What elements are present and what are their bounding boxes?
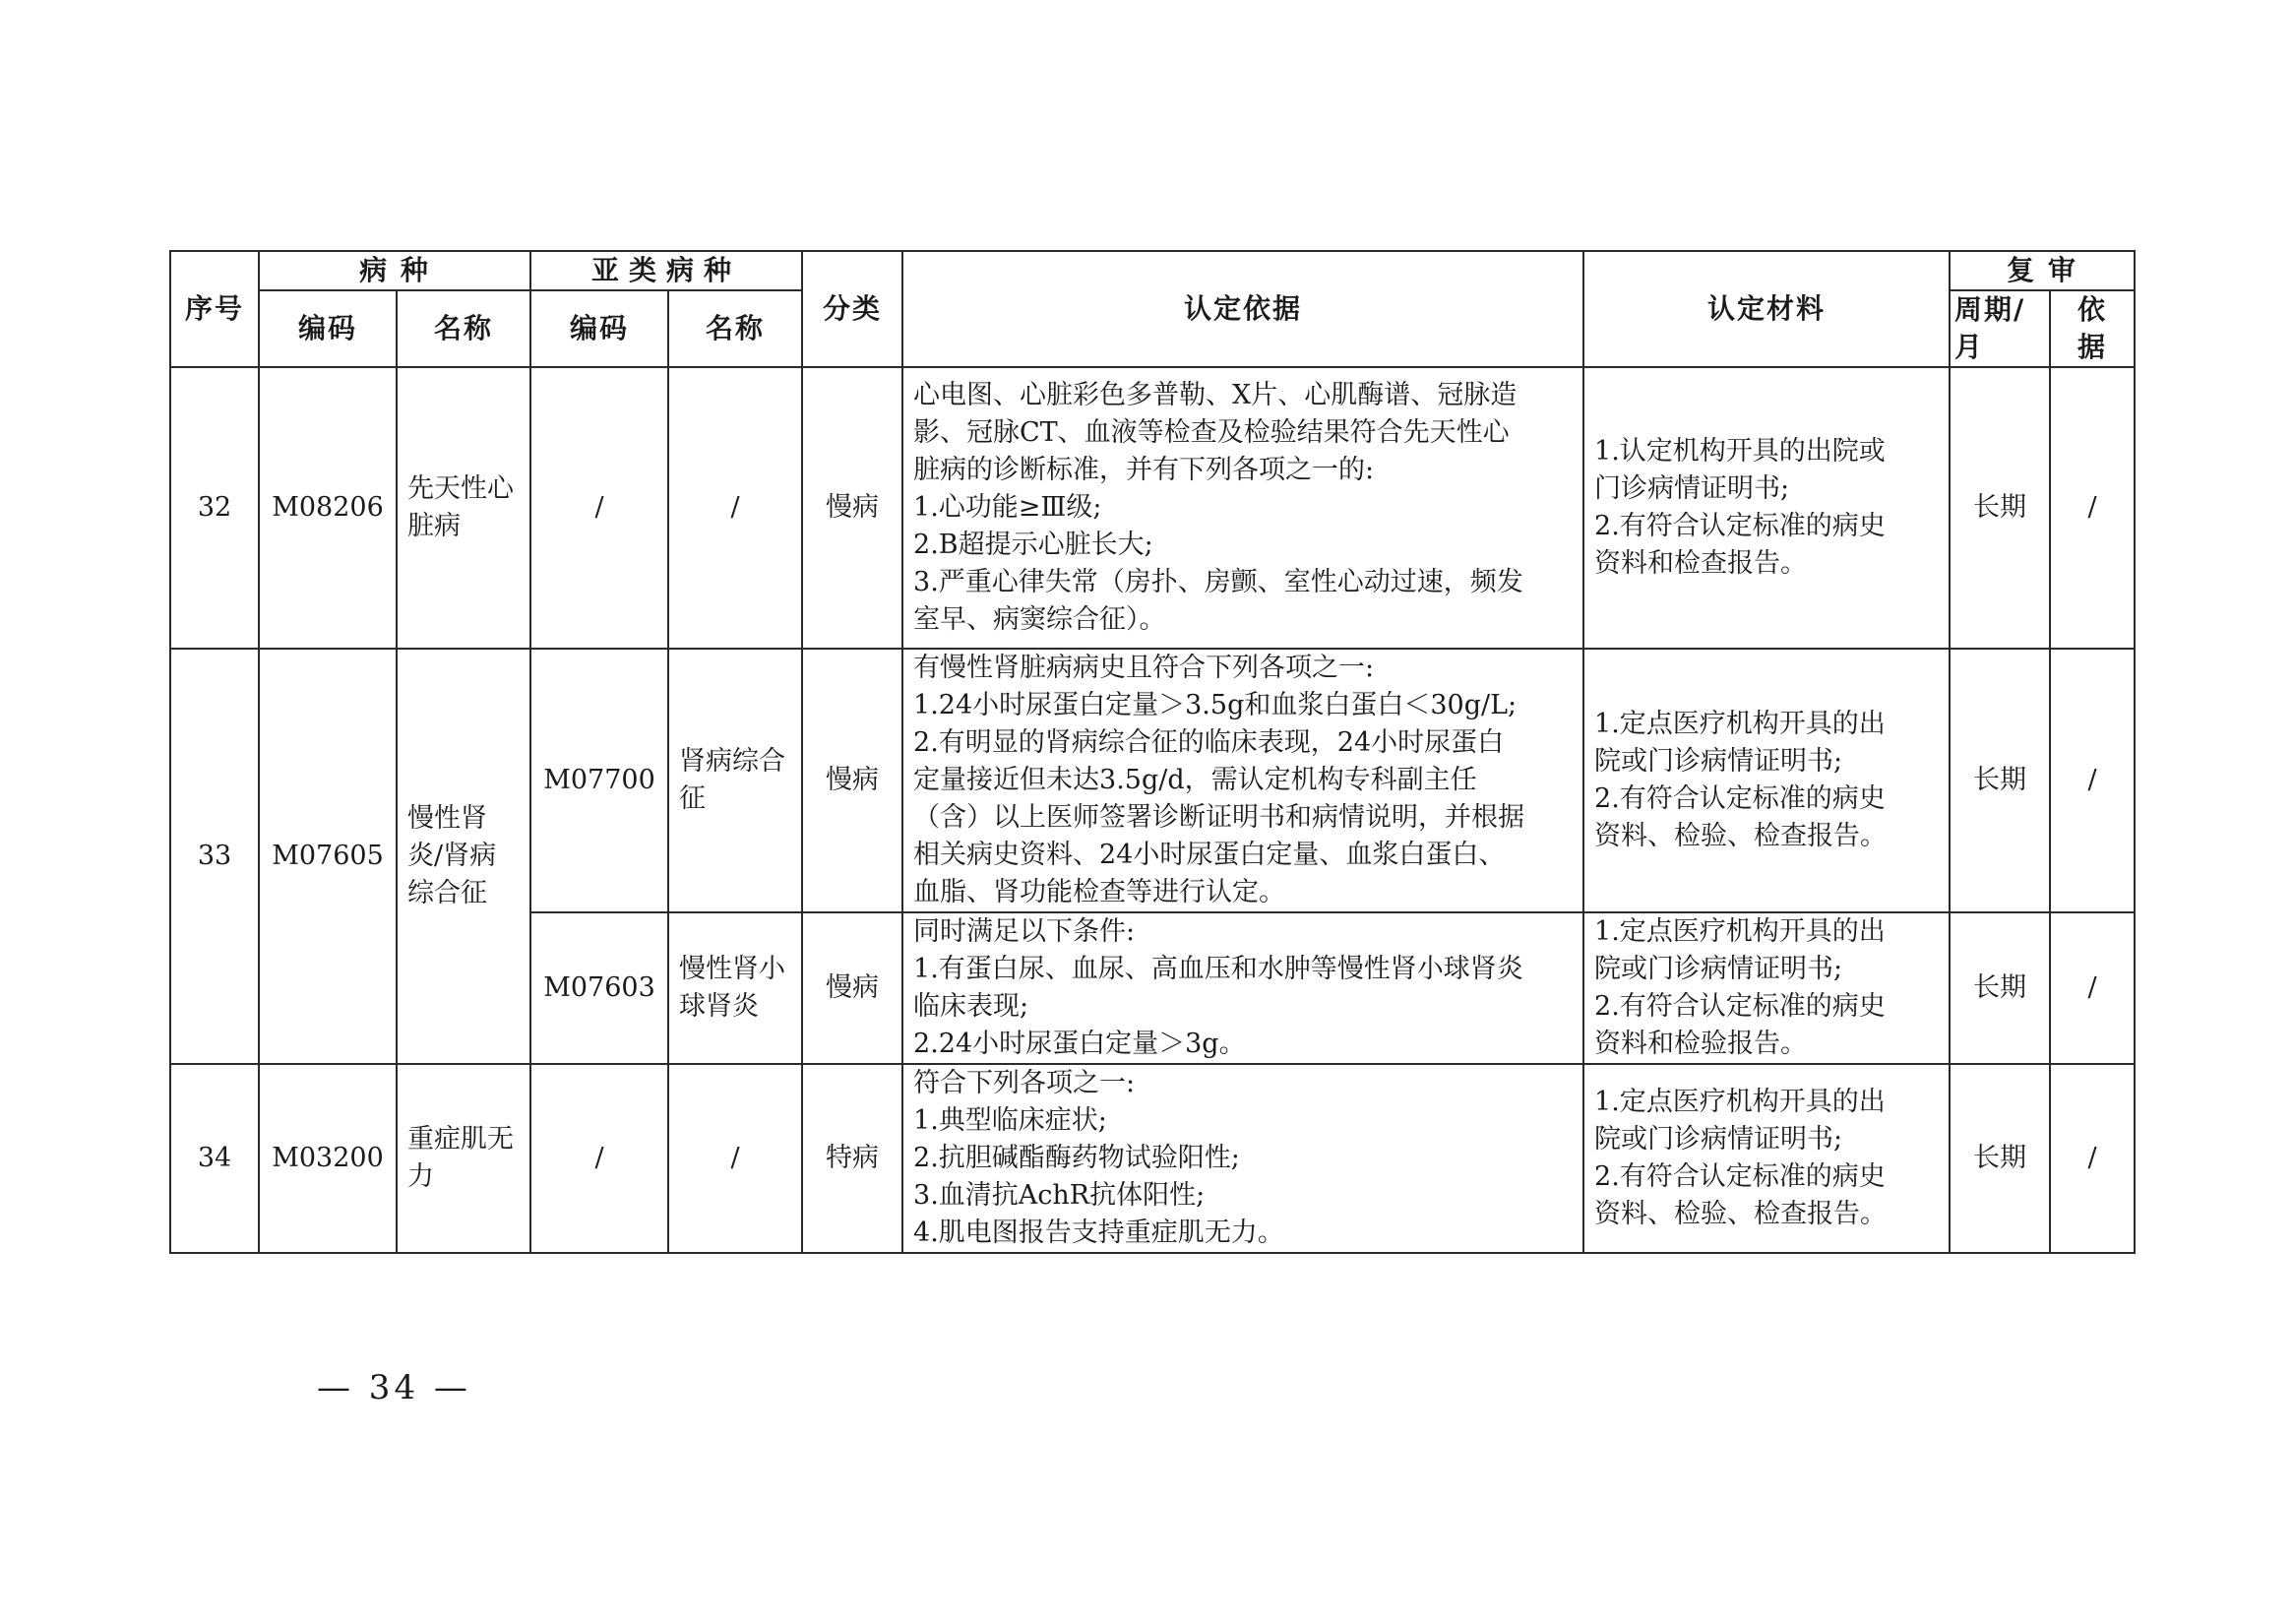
row-code: M08206 [259,367,397,649]
row-period: 长期 [1950,649,2050,912]
row-review-basis: / [2050,649,2135,912]
row-category: 慢病 [802,912,902,1064]
row-period: 长期 [1950,1064,2050,1253]
row-basis: 符合下列各项之一: 1.典型临床症状; 2.抗胆碱酯酶药物试验阳性; 3.血清抗AchR抗体阳性; 4.肌电图报告支持重症肌无力。 [902,1064,1583,1253]
table-row [170,649,2135,912]
row-category: 特病 [802,1064,902,1253]
header-review-basis: 依据 [2050,290,2135,367]
row-review-basis: / [2050,912,2135,1064]
header-materials: 认定材料 [1583,251,1950,367]
row-category: 慢病 [802,649,902,912]
row-review-basis: / [2050,1064,2135,1253]
row-basis: 有慢性肾脏病病史且符合下列各项之一: 1.24小时尿蛋白定量＞3.5g和血浆白蛋白＜30g/L; 2.有明显的肾病综合征的临床表现，24小时尿蛋白 定量接近但未达3.5g/d，需认定机构专科副主任 （含）以上医师签署诊断证明书和病情说明，并根据 相关病史资料、24小时尿蛋白定量、血浆白蛋白、 血脂、肾功能检查等进行认定。 [902,649,1583,912]
row-basis: 同时满足以下条件: 1.有蛋白尿、血尿、高血压和水肿等慢性肾小球肾炎 临床表现; 2.24小时尿蛋白定量＞3g。 [902,912,1583,1064]
header-basis: 认定依据 [902,251,1583,367]
row-category: 慢病 [802,367,902,649]
row-sub-code: M07700 [530,649,668,912]
table-row [170,367,2135,649]
row-code: M07605 [259,649,397,1064]
header-period: 周期/月 [1950,290,2050,367]
header-code: 编码 [259,290,397,367]
row-sub-name: 肾病综合征 [668,649,802,912]
row-code: M03200 [259,1064,397,1253]
header-seq: 序号 [170,251,259,367]
disease-criteria-table [169,250,2136,1254]
header-category: 分类 [802,251,902,367]
table-row [170,1064,2135,1253]
row-sub-name: / [668,367,802,649]
header-review: 复 审 [1950,251,2135,290]
row-sub-name: / [668,1064,802,1253]
row-period: 长期 [1950,367,2050,649]
row-seq: 33 [170,649,259,1064]
row-materials: 1.定点医疗机构开具的出 院或门诊病情证明书; 2.有符合认定标准的病史 资料和检验报告。 [1583,912,1950,1064]
row-seq: 34 [170,1064,259,1253]
row-materials: 1.认定机构开具的出院或 门诊病情证明书; 2.有符合认定标准的病史 资料和检查报告。 [1583,367,1950,649]
row-seq: 32 [170,367,259,649]
row-review-basis: / [2050,367,2135,649]
row-period: 长期 [1950,912,2050,1064]
row-name: 慢性肾炎/肾病综合征 [397,649,530,1064]
header-disease: 病 种 [259,251,530,290]
header-name: 名称 [397,290,530,367]
header-subdisease: 亚类病种 [530,251,802,290]
row-sub-code: / [530,1064,668,1253]
row-materials: 1.定点医疗机构开具的出 院或门诊病情证明书; 2.有符合认定标准的病史 资料、检验、检查报告。 [1583,1064,1950,1253]
row-name: 重症肌无力 [397,1064,530,1253]
row-basis: 心电图、心脏彩色多普勒、X片、心肌酶谱、冠脉造 影、冠脉CT、血液等检查及检验结果符合先天性心 脏病的诊断标准，并有下列各项之一的: 1.心功能≥Ⅲ级; 2.B超提示心脏长大; 3.严重心律失常（房扑、房颤、室性心动过速，频发 室早、病窦综合征）。 [902,367,1583,649]
header-sub-name: 名称 [668,290,802,367]
row-name: 先天性心脏病 [397,367,530,649]
header-sub-code: 编码 [530,290,668,367]
row-sub-code: M07603 [530,912,668,1064]
page-number: — 34 — [317,1368,471,1407]
row-materials: 1.定点医疗机构开具的出 院或门诊病情证明书; 2.有符合认定标准的病史 资料、检验、检查报告。 [1583,649,1950,912]
row-sub-code: / [530,367,668,649]
row-sub-name: 慢性肾小球肾炎 [668,912,802,1064]
